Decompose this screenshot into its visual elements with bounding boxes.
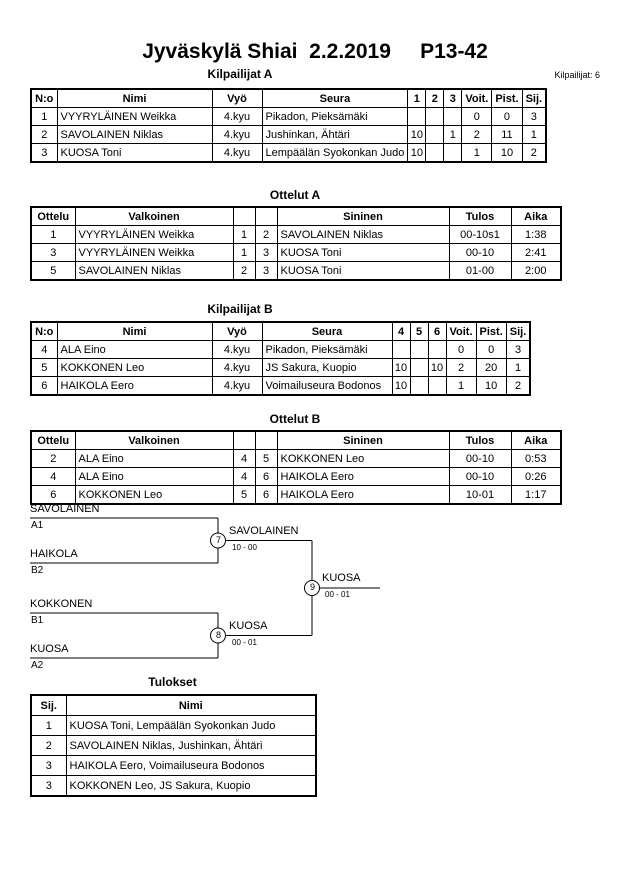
cell-match: 2 bbox=[31, 450, 75, 468]
cell-name: ALA Eino bbox=[57, 341, 212, 359]
cell-white-no: 1 bbox=[233, 244, 255, 262]
cell-r1: 10 bbox=[392, 377, 410, 396]
col-r3: 6 bbox=[428, 322, 446, 341]
cell-name: KUOSA Toni bbox=[57, 144, 212, 163]
cell-no: 3 bbox=[31, 144, 57, 163]
col-r1: 4 bbox=[392, 322, 410, 341]
cell-result: 00-10 bbox=[449, 468, 511, 486]
cell-place: 2 bbox=[31, 736, 66, 756]
cell-time: 1:38 bbox=[511, 226, 561, 244]
cell-place: 3 bbox=[31, 756, 66, 776]
cell-white-no: 4 bbox=[233, 468, 255, 486]
cell-points: 0 bbox=[492, 108, 522, 126]
col-name: Nimi bbox=[66, 695, 316, 716]
semi2-match-number: 8 bbox=[215, 630, 221, 640]
cell-club: Jushinkan, Ähtäri bbox=[262, 126, 408, 144]
cell-r3: 1 bbox=[444, 126, 462, 144]
cell-no: 2 bbox=[31, 126, 57, 144]
cell-match: 6 bbox=[31, 486, 75, 505]
cell-match: 3 bbox=[31, 244, 75, 262]
cell-r2 bbox=[426, 108, 444, 126]
col-place: Sij. bbox=[506, 322, 530, 341]
col-wins: Voit. bbox=[462, 89, 492, 108]
result-row bbox=[31, 776, 316, 797]
cell-no: 4 bbox=[31, 341, 57, 359]
cell-blue: KUOSA Toni bbox=[277, 262, 449, 281]
cell-white: ALA Eino bbox=[75, 450, 233, 468]
cell-club: JS Sakura, Kuopio bbox=[262, 359, 392, 377]
cell-r2 bbox=[410, 359, 428, 377]
results-title: Tulokset bbox=[148, 675, 197, 689]
col-r3: 3 bbox=[444, 89, 462, 108]
col-time: Aika bbox=[511, 431, 561, 450]
cell-points: 20 bbox=[476, 359, 506, 377]
competitor-row bbox=[31, 144, 546, 163]
col-club: Seura bbox=[262, 89, 408, 108]
cell-r1: 10 bbox=[408, 144, 426, 163]
match-row bbox=[31, 226, 561, 244]
semi1-bottom-seed: B2 bbox=[31, 565, 44, 576]
cell-belt: 4.kyu bbox=[212, 341, 262, 359]
cell-blue: HAIKOLA Eero bbox=[277, 486, 449, 505]
col-points: Pist. bbox=[476, 322, 506, 341]
semi1-top-name: SAVOLAINEN bbox=[30, 503, 100, 515]
cell-place: 1 bbox=[31, 716, 66, 736]
cell-belt: 4.kyu bbox=[212, 108, 262, 126]
cell-name: HAIKOLA Eero bbox=[57, 377, 212, 396]
cell-result: 01-00 bbox=[449, 262, 511, 281]
semi1-match-number: 7 bbox=[215, 535, 221, 545]
result-row bbox=[31, 756, 316, 776]
semi1-score: 10 - 00 bbox=[232, 543, 257, 552]
col-place: Sij. bbox=[522, 89, 546, 108]
cell-white: SAVOLAINEN Niklas bbox=[75, 262, 233, 281]
cell-name: HAIKOLA Eero, Voimailuseura Bodonos bbox=[66, 756, 316, 776]
cell-no: 6 bbox=[31, 377, 57, 396]
cell-r3 bbox=[428, 341, 446, 359]
col-match: Ottelu bbox=[31, 431, 75, 450]
col-white-no bbox=[233, 207, 255, 226]
cell-place: 2 bbox=[506, 377, 530, 396]
cell-r1: 10 bbox=[408, 126, 426, 144]
cell-result: 00-10s1 bbox=[449, 226, 511, 244]
cell-r3: 10 bbox=[428, 359, 446, 377]
cell-name: VYYRYLÄINEN Weikka bbox=[57, 108, 212, 126]
cell-blue-no: 3 bbox=[255, 244, 277, 262]
col-place: Sij. bbox=[31, 695, 66, 716]
cell-wins: 1 bbox=[446, 377, 476, 396]
col-match: Ottelu bbox=[31, 207, 75, 226]
col-blue: Sininen bbox=[277, 431, 449, 450]
cell-white: VYYRYLÄINEN Weikka bbox=[75, 244, 233, 262]
header-row bbox=[31, 695, 316, 716]
match-row bbox=[31, 262, 561, 281]
col-time: Aika bbox=[511, 207, 561, 226]
cell-r2 bbox=[410, 377, 428, 396]
col-result: Tulos bbox=[449, 431, 511, 450]
cell-belt: 4.kyu bbox=[212, 126, 262, 144]
cell-place: 1 bbox=[522, 126, 546, 144]
pool-b-title: Kilpailijat B bbox=[207, 302, 273, 316]
results-table bbox=[30, 694, 317, 797]
match-row bbox=[31, 468, 561, 486]
cell-belt: 4.kyu bbox=[212, 377, 262, 396]
cell-result: 10-01 bbox=[449, 486, 511, 505]
cell-wins: 2 bbox=[446, 359, 476, 377]
cell-club: Lempäälän Syokonkan Judo bbox=[262, 144, 408, 163]
semi2-top-name: KOKKONEN bbox=[30, 598, 93, 610]
cell-name: SAVOLAINEN Niklas, Jushinkan, Ähtäri bbox=[66, 736, 316, 756]
col-wins: Voit. bbox=[446, 322, 476, 341]
competitor-row bbox=[31, 377, 530, 396]
col-r1: 1 bbox=[408, 89, 426, 108]
col-club: Seura bbox=[262, 322, 392, 341]
cell-white-no: 5 bbox=[233, 486, 255, 505]
cell-wins: 0 bbox=[462, 108, 492, 126]
cell-r2 bbox=[410, 341, 428, 359]
cell-place: 3 bbox=[31, 776, 66, 797]
cell-name: KUOSA Toni, Lempäälän Syokonkan Judo bbox=[66, 716, 316, 736]
cell-blue: KUOSA Toni bbox=[277, 244, 449, 262]
cell-r3 bbox=[428, 377, 446, 396]
cell-white: VYYRYLÄINEN Weikka bbox=[75, 226, 233, 244]
col-white: Valkoinen bbox=[75, 207, 233, 226]
col-name: Nimi bbox=[57, 89, 212, 108]
cell-points: 10 bbox=[492, 144, 522, 163]
semi2-bottom-name: KUOSA bbox=[30, 643, 69, 655]
cell-place: 2 bbox=[522, 144, 546, 163]
cell-blue-no: 3 bbox=[255, 262, 277, 281]
cell-match: 1 bbox=[31, 226, 75, 244]
cell-time: 0:53 bbox=[511, 450, 561, 468]
competitors-count: Kilpailijat: 6 bbox=[554, 70, 600, 80]
cell-r1: 10 bbox=[392, 359, 410, 377]
cell-no: 5 bbox=[31, 359, 57, 377]
cell-place: 3 bbox=[506, 341, 530, 359]
cell-belt: 4.kyu bbox=[212, 144, 262, 163]
cell-name: KOKKONEN Leo bbox=[57, 359, 212, 377]
cell-r2 bbox=[426, 144, 444, 163]
cell-points: 10 bbox=[476, 377, 506, 396]
cell-blue-no: 6 bbox=[255, 468, 277, 486]
result-row bbox=[31, 736, 316, 756]
cell-name: SAVOLAINEN Niklas bbox=[57, 126, 212, 144]
header-row bbox=[31, 89, 546, 108]
final-winner-name: KUOSA bbox=[322, 572, 361, 584]
col-white: Valkoinen bbox=[75, 431, 233, 450]
finals-bracket bbox=[30, 498, 400, 683]
cell-match: 4 bbox=[31, 468, 75, 486]
cell-r3 bbox=[444, 144, 462, 163]
cell-points: 11 bbox=[492, 126, 522, 144]
cell-time: 0:26 bbox=[511, 468, 561, 486]
semi1-bottom-name: HAIKOLA bbox=[30, 548, 78, 560]
cell-club: Voimailuseura Bodonos bbox=[262, 377, 392, 396]
cell-time: 1:17 bbox=[511, 486, 561, 505]
matches-b-table bbox=[30, 430, 562, 505]
cell-r2 bbox=[426, 126, 444, 144]
cell-blue-no: 6 bbox=[255, 486, 277, 505]
cell-no: 1 bbox=[31, 108, 57, 126]
matches-a-table bbox=[30, 206, 562, 281]
page-title: Jyväskylä Shiai 2.2.2019 P13-42 bbox=[142, 40, 488, 63]
cell-r1 bbox=[392, 341, 410, 359]
col-result: Tulos bbox=[449, 207, 511, 226]
col-r2: 2 bbox=[426, 89, 444, 108]
header-row bbox=[31, 322, 530, 341]
competitor-row bbox=[31, 359, 530, 377]
cell-blue-no: 2 bbox=[255, 226, 277, 244]
match-row bbox=[31, 450, 561, 468]
match-row bbox=[31, 244, 561, 262]
cell-time: 2:00 bbox=[511, 262, 561, 281]
cell-result: 00-10 bbox=[449, 244, 511, 262]
col-points: Pist. bbox=[492, 89, 522, 108]
pool-a-table bbox=[30, 88, 547, 163]
final-match-number: 9 bbox=[309, 582, 315, 592]
col-blue-no bbox=[255, 431, 277, 450]
col-blue-no bbox=[255, 207, 277, 226]
cell-name: KOKKONEN Leo, JS Sakura, Kuopio bbox=[66, 776, 316, 797]
cell-white-no: 1 bbox=[233, 226, 255, 244]
col-blue: Sininen bbox=[277, 207, 449, 226]
header-row bbox=[31, 431, 561, 450]
semi1-winner-name: SAVOLAINEN bbox=[229, 525, 299, 537]
semi1-top-seed: A1 bbox=[31, 520, 44, 531]
cell-white: ALA Eino bbox=[75, 468, 233, 486]
cell-blue: HAIKOLA Eero bbox=[277, 468, 449, 486]
semi2-top-seed: B1 bbox=[31, 615, 44, 626]
col-white-no bbox=[233, 431, 255, 450]
cell-wins: 1 bbox=[462, 144, 492, 163]
cell-points: 0 bbox=[476, 341, 506, 359]
cell-time: 2:41 bbox=[511, 244, 561, 262]
semi2-bottom-seed: A2 bbox=[31, 660, 44, 671]
cell-blue: SAVOLAINEN Niklas bbox=[277, 226, 449, 244]
cell-place: 1 bbox=[506, 359, 530, 377]
semi2-winner-name: KUOSA bbox=[229, 620, 268, 632]
cell-white-no: 4 bbox=[233, 450, 255, 468]
col-no: N:o bbox=[31, 322, 57, 341]
header-row bbox=[31, 207, 561, 226]
cell-club: Pikadon, Pieksämäki bbox=[262, 108, 408, 126]
cell-r1 bbox=[408, 108, 426, 126]
col-no: N:o bbox=[31, 89, 57, 108]
pool-a-title: Kilpailijat A bbox=[207, 67, 273, 81]
col-r2: 5 bbox=[410, 322, 428, 341]
competitor-row bbox=[31, 126, 546, 144]
cell-white: KOKKONEN Leo bbox=[75, 486, 233, 505]
col-belt: Vyö bbox=[212, 322, 262, 341]
cell-place: 3 bbox=[522, 108, 546, 126]
col-belt: Vyö bbox=[212, 89, 262, 108]
cell-r3 bbox=[444, 108, 462, 126]
cell-match: 5 bbox=[31, 262, 75, 281]
matches-b-title: Ottelut B bbox=[269, 412, 321, 426]
cell-result: 00-10 bbox=[449, 450, 511, 468]
pool-b-table bbox=[30, 321, 531, 396]
matches-a-title: Ottelut A bbox=[269, 188, 321, 202]
result-row bbox=[31, 716, 316, 736]
cell-blue-no: 5 bbox=[255, 450, 277, 468]
cell-white-no: 2 bbox=[233, 262, 255, 281]
competitor-row bbox=[31, 108, 546, 126]
competitor-row bbox=[31, 341, 530, 359]
final-score: 00 - 01 bbox=[325, 590, 350, 599]
cell-belt: 4.kyu bbox=[212, 359, 262, 377]
cell-club: Pikadon, Pieksämäki bbox=[262, 341, 392, 359]
semi2-score: 00 - 01 bbox=[232, 638, 257, 647]
cell-wins: 0 bbox=[446, 341, 476, 359]
col-name: Nimi bbox=[57, 322, 212, 341]
cell-wins: 2 bbox=[462, 126, 492, 144]
cell-blue: KOKKONEN Leo bbox=[277, 450, 449, 468]
